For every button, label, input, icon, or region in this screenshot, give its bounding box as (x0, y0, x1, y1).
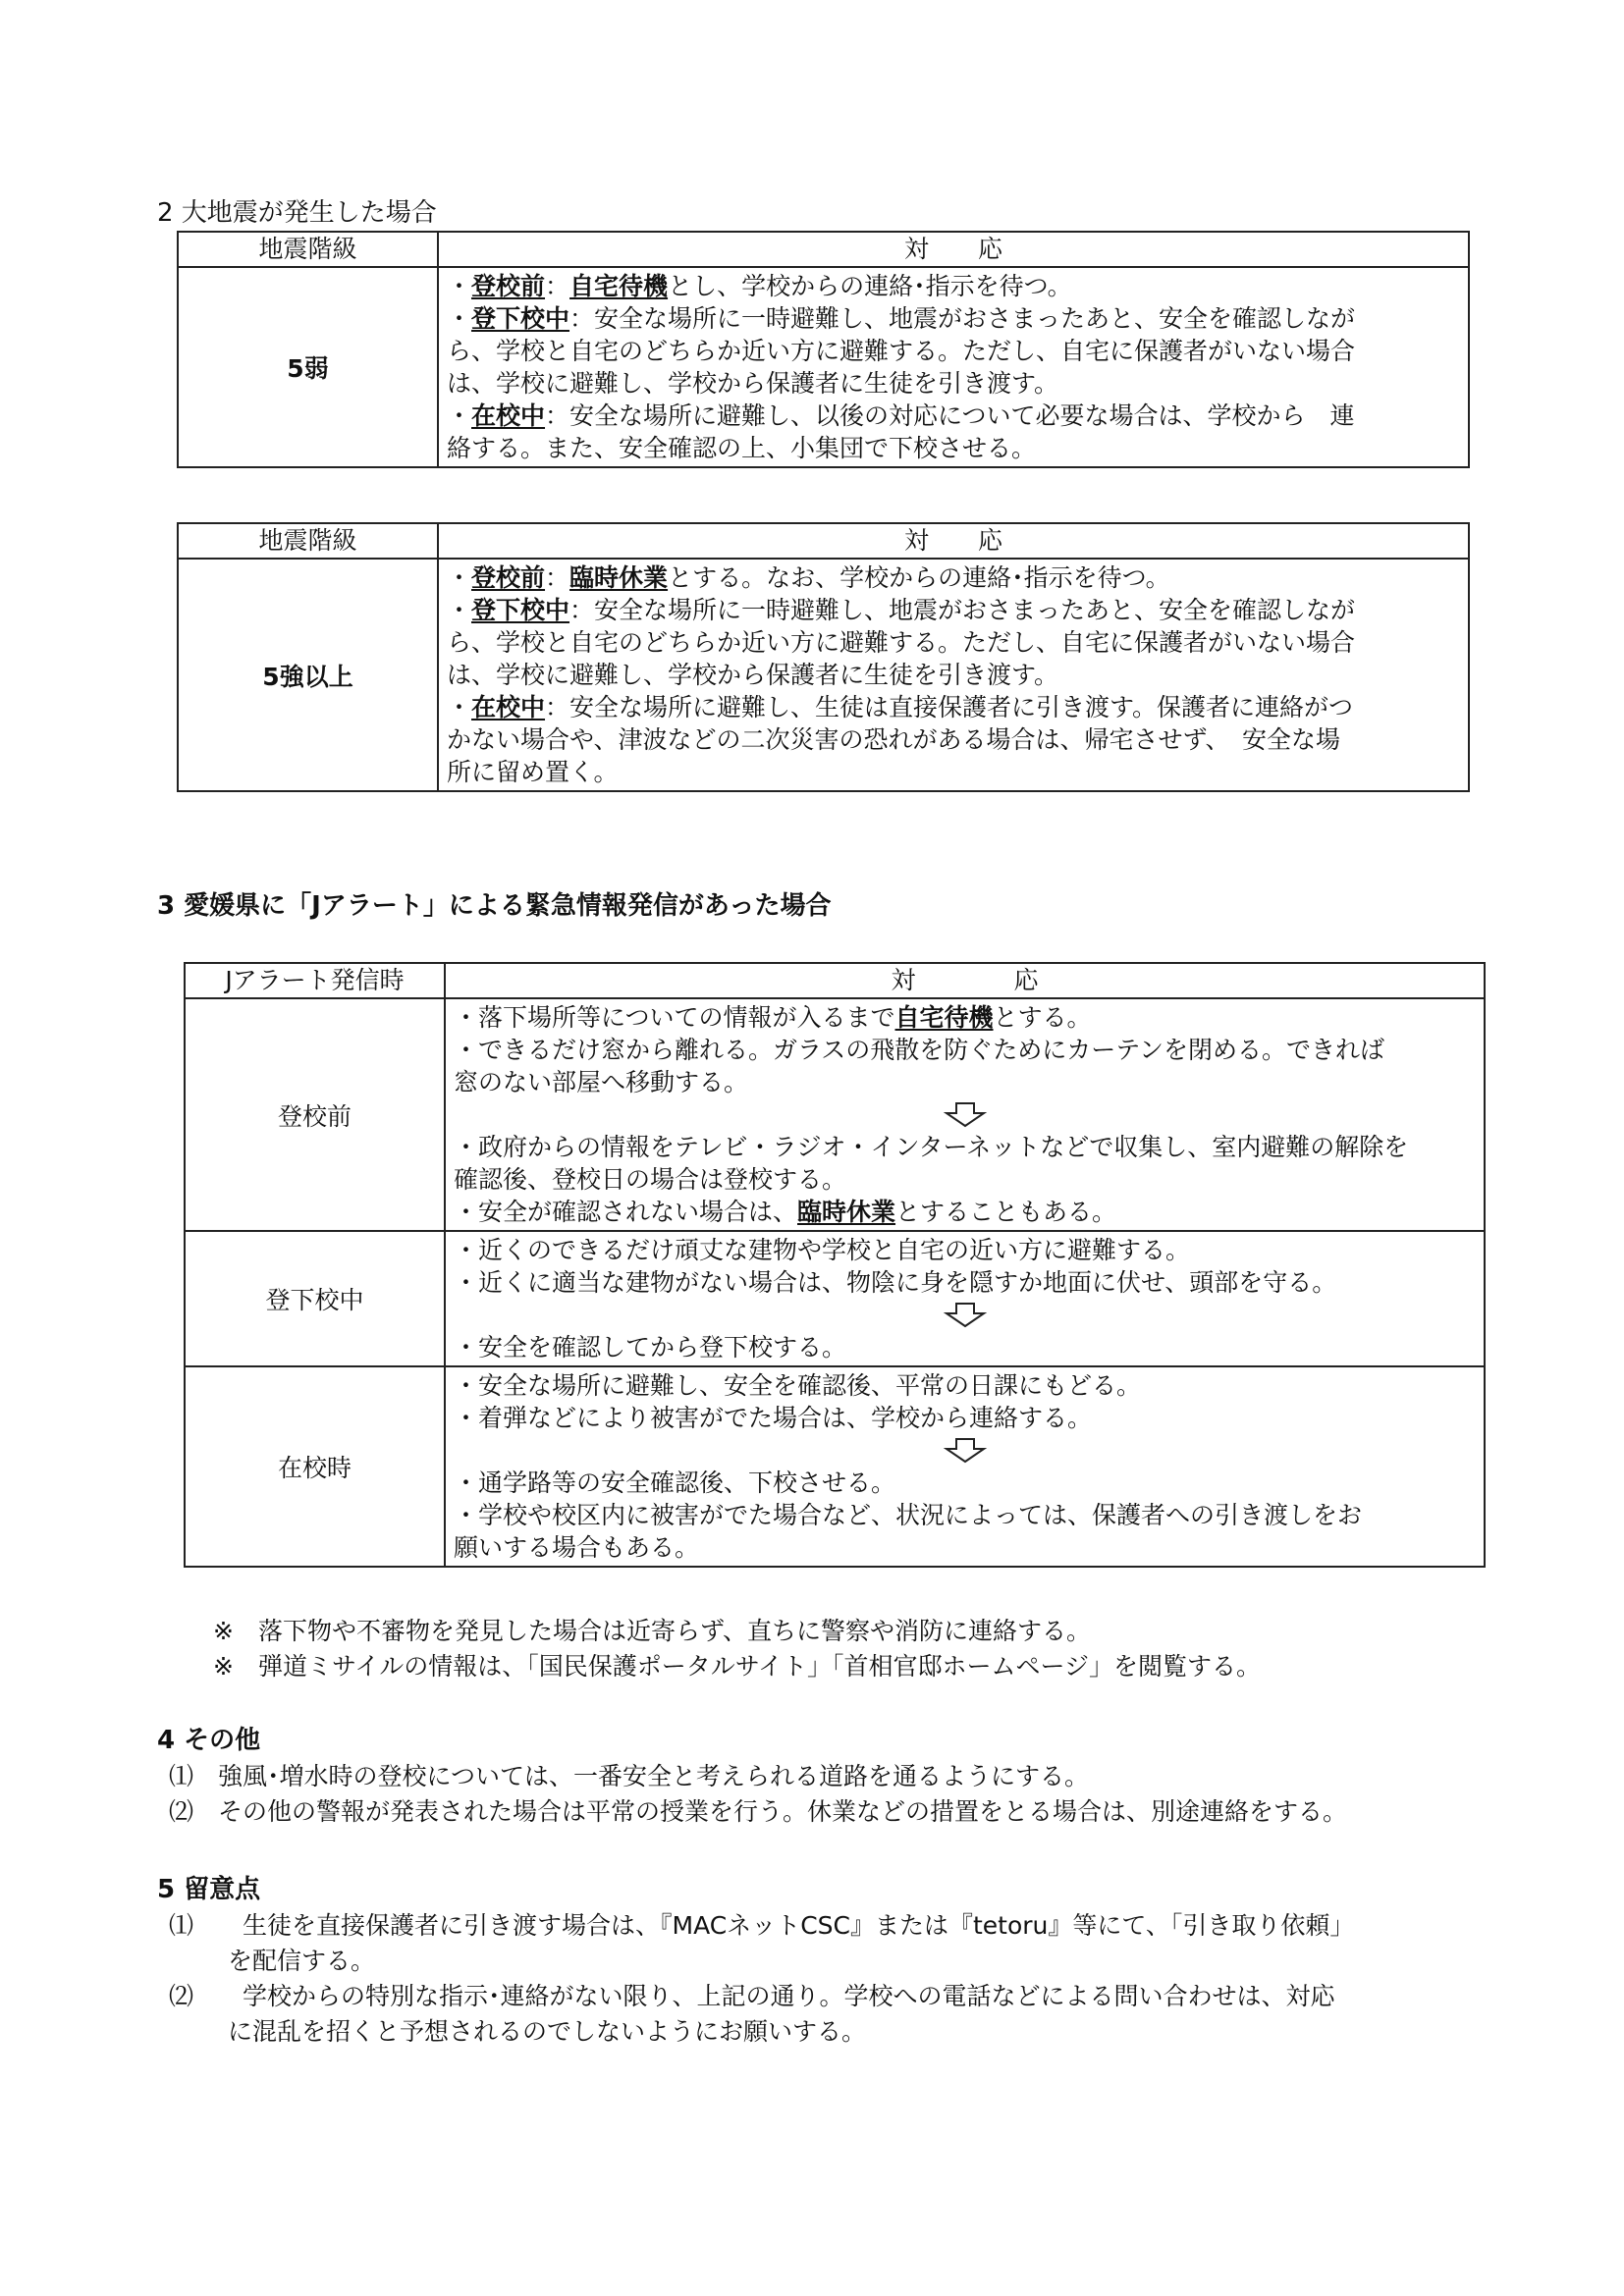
col-header-action: 対 応 (438, 523, 1469, 559)
line-text: ら、学校と自宅のどちらか近い方に避難する。ただし、自宅に保護者がいない場合 (447, 628, 1356, 657)
keyword: 登校前 (471, 272, 546, 300)
level-cell: 5弱 (178, 267, 438, 467)
action-line (439, 432, 1468, 464)
line-text: ・着弾などにより被害がでた場合は、学校から連絡する。 (454, 1404, 1093, 1432)
note: ※ 落下物や不審物を発見した場合は近寄らず、直ちに警察や消防に連絡する。 (213, 1617, 1091, 1645)
keyword: 在校中 (471, 693, 546, 721)
line-text: ・ (447, 596, 472, 624)
level-cell: 登下校中 (185, 1231, 445, 1366)
line-text: ・安全な場所に避難し、安全を確認後、平常の日課にもどる。 (454, 1371, 1142, 1400)
col-header-action: 対 応 (438, 232, 1469, 267)
action-cell (445, 998, 1485, 1231)
line-text: は、学校に避難し、学校から保護者に生徒を引き渡す。 (447, 369, 1059, 398)
col-header-action: 対 応 (445, 963, 1485, 998)
list-item: ⑵ 学校からの特別な指示･連絡がない限り、上記の通り。学校への電話などによる問い合わせは、対応 (169, 1982, 1335, 2010)
action-line (446, 1131, 1484, 1163)
action-line (439, 691, 1468, 723)
section4-title: 4 その他 (157, 1726, 261, 1755)
section2-title: 2 大地震が発生した場合 (157, 198, 437, 228)
list-item: ⑵ その他の警報が発表された場合は平常の授業を行う。休業などの措置をとる場合は、別途連絡をする。 (169, 1797, 1348, 1826)
line-text: とし、学校からの連絡･指示を待つ。 (668, 272, 1072, 300)
col-header-level: Jアラート発信時 (185, 963, 445, 998)
line-text: 窓のない部屋へ移動する。 (454, 1068, 749, 1096)
action-line (439, 723, 1468, 756)
action-line (439, 626, 1468, 659)
line-text: とする。 (993, 1003, 1092, 1032)
line-text: ら、学校と自宅のどちらか近い方に避難する。ただし、自宅に保護者がいない場合 (447, 337, 1356, 365)
action-line (446, 1531, 1484, 1564)
level-cell: 在校時 (185, 1366, 445, 1567)
jalert-table (184, 962, 1486, 1568)
line-text: ・近くに適当な建物がない場合は、物陰に身を隠すか地面に伏せ、頭部を守る。 (454, 1268, 1337, 1297)
keyword: 臨時休業 (797, 1198, 896, 1226)
list-item-continuation: に混乱を招くと予想されるのでしないようにお願いする。 (228, 2017, 867, 2046)
list-item: ⑴ 強風･増水時の登校については、一番安全と考えられる道路を通るようにする。 (169, 1762, 1090, 1790)
line-text: かない場合や、津波などの二次災害の恐れがある場合は、帰宅させず、 安全な場 (447, 725, 1341, 754)
action-line (446, 1266, 1484, 1299)
line-text: ：安全な場所に避難し、生徒は直接保護者に引き渡す。保護者に連絡がつ (545, 693, 1354, 721)
level-cell: 登校前 (185, 998, 445, 1231)
action-line (446, 1163, 1484, 1196)
col-header-level: 地震階級 (178, 523, 438, 559)
action-line (446, 1066, 1484, 1098)
action-line (439, 400, 1468, 432)
down-arrow-icon (446, 1434, 1484, 1467)
keyword: 登校前 (471, 563, 546, 592)
line-text: ・政府からの情報をテレビ・ラジオ・インターネットなどで収集し、室内避難の解除を (454, 1133, 1409, 1161)
earthquake-table-5-lower (177, 231, 1470, 468)
line-text: ・学校や校区内に被害がでた場合など、状況によっては、保護者への引き渡しをお (454, 1501, 1363, 1529)
down-arrow-icon (446, 1299, 1484, 1331)
keyword: 登下校中 (471, 596, 570, 624)
keyword: 自宅待機 (894, 1003, 994, 1032)
action-cell (445, 1366, 1485, 1567)
line-text: ・安全を確認してから登下校する。 (454, 1333, 847, 1362)
action-line (446, 1234, 1484, 1266)
line-text: ：安全な場所に一時避難し、地震がおさまったあと、安全を確認しなが (569, 596, 1356, 624)
keyword: 臨時休業 (569, 563, 669, 592)
line-text: ・ (447, 272, 472, 300)
action-line (446, 1467, 1484, 1499)
action-line (446, 1402, 1484, 1434)
col-header-level: 地震階級 (178, 232, 438, 267)
earthquake-table-5-upper (177, 522, 1470, 792)
line-text: ： (545, 563, 570, 592)
action-line (439, 561, 1468, 594)
list-item: ⑴ 生徒を直接保護者に引き渡す場合は、『MACネットCSC』または『tetoru』等にて、「引き取り依頼」 (169, 1911, 1355, 1940)
action-line (446, 1331, 1484, 1363)
line-text: とすることもある。 (895, 1198, 1117, 1226)
action-line (439, 367, 1468, 400)
section5-title: 5 留意点 (157, 1875, 261, 1904)
list-item-continuation: を配信する。 (228, 1947, 376, 1975)
action-line (446, 1001, 1484, 1034)
line-text: ・落下場所等についての情報が入るまで (454, 1003, 895, 1032)
note: ※ 弾道ミサイルの情報は、「国民保護ポータルサイト」「首相官邸ホームページ」を閲覧する。 (213, 1652, 1261, 1681)
action-line (439, 756, 1468, 788)
action-line (439, 659, 1468, 691)
line-text: ・ (447, 401, 472, 430)
action-cell (445, 1231, 1485, 1366)
action-line (439, 594, 1468, 626)
action-line (446, 1369, 1484, 1402)
line-text: 所に留め置く。 (447, 758, 619, 786)
action-cell (438, 559, 1469, 791)
action-line (446, 1499, 1484, 1531)
line-text: とする。なお、学校からの連絡･指示を待つ。 (668, 563, 1170, 592)
line-text: は、学校に避難し、学校から保護者に生徒を引き渡す。 (447, 661, 1059, 689)
line-text: ：安全な場所に一時避難し、地震がおさまったあと、安全を確認しなが (569, 304, 1356, 333)
action-line (439, 270, 1468, 302)
action-cell (438, 267, 1469, 467)
keyword: 登下校中 (471, 304, 570, 333)
action-line (446, 1196, 1484, 1228)
line-text: 願いする場合もある。 (454, 1533, 700, 1562)
line-text: ・ (447, 304, 472, 333)
keyword: 在校中 (471, 401, 546, 430)
level-cell: 5強以上 (178, 559, 438, 791)
line-text: 確認後、登校日の場合は登校する。 (454, 1165, 847, 1194)
line-text: ：安全な場所に避難し、以後の対応について必要な場合は、学校から 連 (545, 401, 1355, 430)
action-line (439, 335, 1468, 367)
line-text: ・安全が確認されない場合は、 (454, 1198, 798, 1226)
line-text: ・通学路等の安全確認後、下校させる。 (454, 1468, 896, 1497)
section3-title: 3 愛媛県に「Jアラート」による緊急情報発信があった場合 (157, 891, 832, 921)
down-arrow-icon (446, 1098, 1484, 1131)
line-text: 絡する。また、安全確認の上、小集団で下校させる。 (447, 434, 1037, 462)
line-text: ・近くのできるだけ頑丈な建物や学校と自宅の近い方に避難する。 (454, 1236, 1191, 1264)
action-line (439, 302, 1468, 335)
line-text: ・できるだけ窓から離れる。ガラスの飛散を防ぐためにカーテンを閉める。できれば (454, 1036, 1385, 1064)
line-text: ・ (447, 563, 472, 592)
line-text: ・ (447, 693, 472, 721)
line-text: ： (545, 272, 570, 300)
keyword: 自宅待機 (569, 272, 669, 300)
action-line (446, 1034, 1484, 1066)
